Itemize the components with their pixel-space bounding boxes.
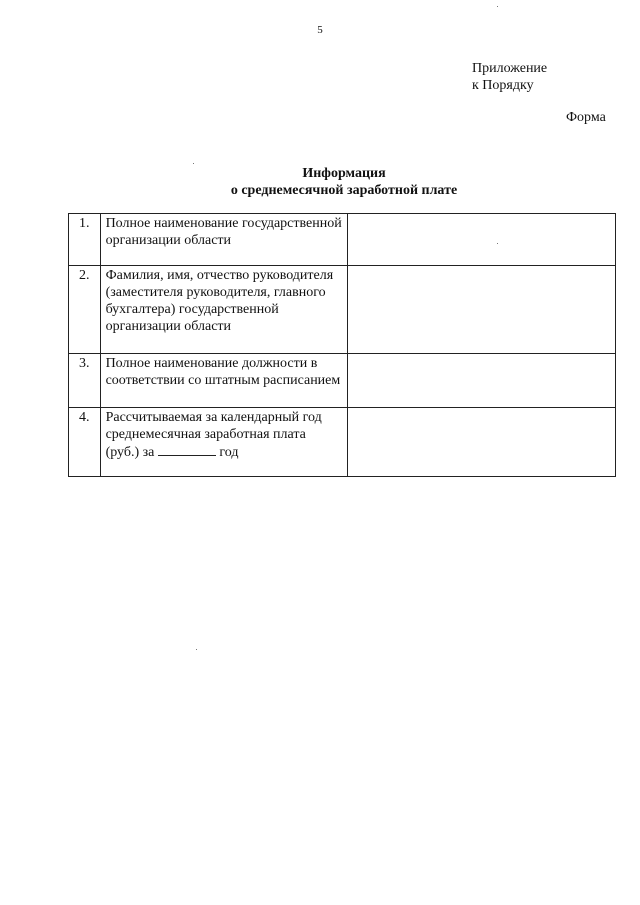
row-value-field[interactable] [348, 266, 616, 354]
scan-speck [196, 649, 197, 650]
row-number: 3. [69, 354, 101, 408]
row-label: Фамилия, имя, отчество руководителя (заместителя руководителя, главного бухгалтера) государственной организации области [100, 266, 348, 354]
table-row [69, 354, 616, 408]
row-label: Полное наименование государственной организации области [100, 214, 348, 266]
row-label [100, 408, 348, 477]
form-label: Форма [566, 110, 606, 125]
title-line-2: о среднемесячной заработной плате [230, 183, 458, 198]
row-number: 1. [69, 214, 101, 266]
row-number: 2. [69, 266, 101, 354]
document-title [0, 165, 640, 199]
row-value-field[interactable] [348, 214, 616, 266]
title-line-1: Информация [302, 166, 386, 181]
scan-speck [497, 6, 498, 7]
appendix-note [472, 60, 547, 94]
row-number: 4. [69, 408, 101, 477]
row-label-text: Рассчитываемая за календарный год среднемесячная заработная плата (руб.) за [105, 410, 322, 460]
row-label-suffix: год [219, 445, 239, 460]
year-blank-field[interactable] [158, 443, 216, 456]
table-row [69, 214, 616, 266]
appendix-line-1: Приложение [472, 61, 548, 76]
table-row [69, 266, 616, 354]
row-label: Полное наименование должности в соответствии со штатным расписанием [100, 354, 348, 408]
row-value-field[interactable] [348, 354, 616, 408]
table-row [69, 408, 616, 477]
scan-speck [193, 163, 194, 164]
scan-speck [497, 243, 498, 244]
page-number: 5 [317, 24, 323, 36]
info-table [68, 213, 616, 477]
appendix-line-2: к Порядку [472, 78, 534, 93]
row-value-field[interactable] [348, 408, 616, 477]
